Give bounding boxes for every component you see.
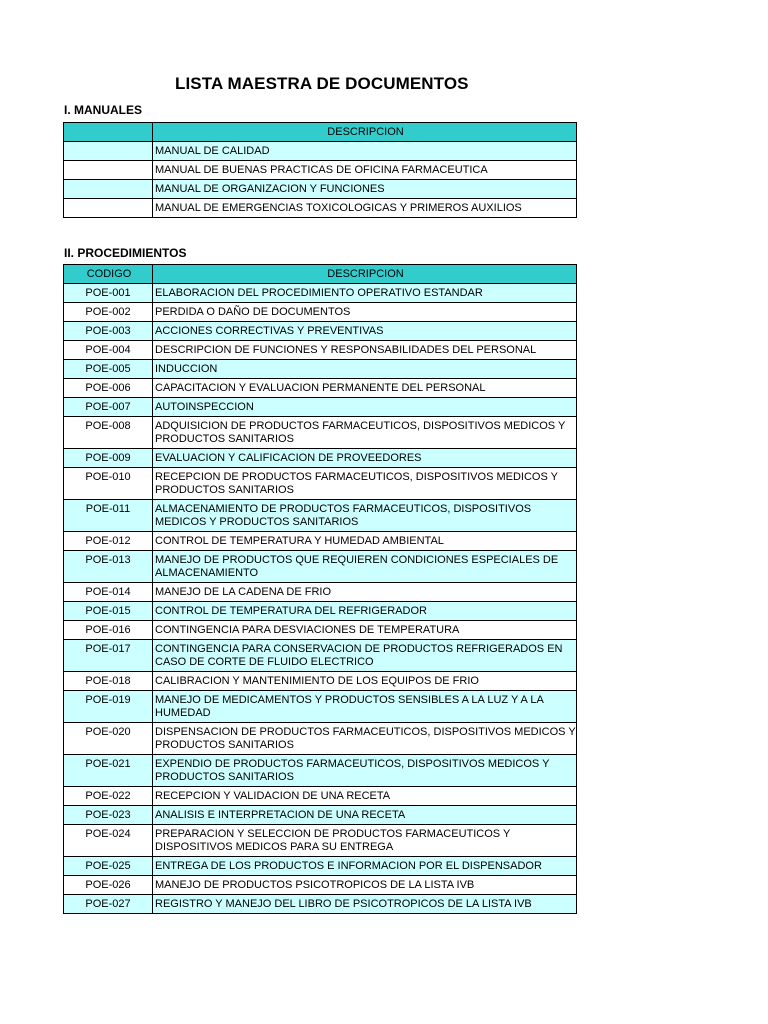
- procedimientos-table: [63, 264, 577, 914]
- table-row: [64, 723, 577, 755]
- document-code: POE-025: [64, 857, 153, 876]
- document-description: CONTINGENCIA PARA DESVIACIONES DE TEMPERATURA: [153, 621, 577, 640]
- document-description: MANEJO DE MEDICAMENTOS Y PRODUCTOS SENSIBLES A LA LUZ Y A LA HUMEDAD: [153, 691, 577, 723]
- table-row: [64, 583, 577, 602]
- document-description: EVALUACION Y CALIFICACION DE PROVEEDORES: [153, 449, 577, 468]
- table-row: [64, 532, 577, 551]
- table-row: [64, 806, 577, 825]
- document-description: CALIBRACION Y MANTENIMIENTO DE LOS EQUIPOS DE FRIO: [153, 672, 577, 691]
- table-row: [64, 180, 577, 199]
- document-code: POE-013: [64, 551, 153, 583]
- document-code: POE-016: [64, 621, 153, 640]
- document-description: MANUAL DE EMERGENCIAS TOXICOLOGICAS Y PRIMEROS AUXILIOS: [153, 199, 577, 218]
- document-code: POE-008: [64, 417, 153, 449]
- table-header-row: [64, 123, 577, 142]
- document-description: MANUAL DE BUENAS PRACTICAS DE OFICINA FARMACEUTICA: [153, 161, 577, 180]
- document-description: AUTOINSPECCION: [153, 398, 577, 417]
- document-code: POE-024: [64, 825, 153, 857]
- manuales-table: [63, 122, 577, 218]
- table-row: [64, 322, 577, 341]
- table-row: [64, 341, 577, 360]
- table-row: [64, 449, 577, 468]
- table-row: [64, 895, 577, 914]
- document-description: ALMACENAMIENTO DE PRODUCTOS FARMACEUTICOS, DISPOSITIVOS MEDICOS Y PRODUCTOS SANITARIOS: [153, 500, 577, 532]
- table-row: [64, 755, 577, 787]
- document-code: POE-011: [64, 500, 153, 532]
- table-row: [64, 468, 577, 500]
- document-description: PERDIDA O DAÑO DE DOCUMENTOS: [153, 303, 577, 322]
- table-row: [64, 602, 577, 621]
- table-row: [64, 876, 577, 895]
- document-code: POE-009: [64, 449, 153, 468]
- document-title: LISTA MAESTRA DE DOCUMENTOS: [175, 74, 469, 93]
- document-code: POE-005: [64, 360, 153, 379]
- document-description: RECEPCION DE PRODUCTOS FARMACEUTICOS, DISPOSITIVOS MEDICOS Y PRODUCTOS SANITARIOS: [153, 468, 577, 500]
- document-code: POE-018: [64, 672, 153, 691]
- table-row: [64, 857, 577, 876]
- document-description: CONTROL DE TEMPERATURA Y HUMEDAD AMBIENTAL: [153, 532, 577, 551]
- document-code: [64, 142, 153, 161]
- document-code: POE-003: [64, 322, 153, 341]
- column-header-code: [64, 123, 153, 142]
- document-code: POE-026: [64, 876, 153, 895]
- table-row: [64, 691, 577, 723]
- table-row: [64, 417, 577, 449]
- table-row: [64, 398, 577, 417]
- document-code: POE-019: [64, 691, 153, 723]
- document-description: MANUAL DE CALIDAD: [153, 142, 577, 161]
- document-description: ANALISIS E INTERPRETACION DE UNA RECETA: [153, 806, 577, 825]
- document-code: POE-022: [64, 787, 153, 806]
- column-header-description: DESCRIPCION: [153, 265, 577, 284]
- document-code: POE-014: [64, 583, 153, 602]
- document-description: MANEJO DE PRODUCTOS QUE REQUIEREN CONDICIONES ESPECIALES DE ALMACENAMIENTO: [153, 551, 577, 583]
- document-code: POE-020: [64, 723, 153, 755]
- document-description: EXPENDIO DE PRODUCTOS FARMACEUTICOS, DISPOSITIVOS MEDICOS Y PRODUCTOS SANITARIOS: [153, 755, 577, 787]
- table-row: [64, 551, 577, 583]
- document-description: PREPARACION Y SELECCION DE PRODUCTOS FARMACEUTICOS Y DISPOSITIVOS MEDICOS PARA SU ENTREGA: [153, 825, 577, 857]
- section-heading-manuales: I. MANUALES: [64, 103, 142, 117]
- document-description: MANUAL DE ORGANIZACION Y FUNCIONES: [153, 180, 577, 199]
- table-row: [64, 640, 577, 672]
- table-row: [64, 360, 577, 379]
- table-row: [64, 500, 577, 532]
- table-row: [64, 284, 577, 303]
- document-code: POE-015: [64, 602, 153, 621]
- section-heading-procedimientos: II. PROCEDIMIENTOS: [64, 246, 187, 260]
- document-description: CAPACITACION Y EVALUACION PERMANENTE DEL PERSONAL: [153, 379, 577, 398]
- document-code: POE-004: [64, 341, 153, 360]
- document-code: POE-010: [64, 468, 153, 500]
- document-code: [64, 161, 153, 180]
- document-code: POE-012: [64, 532, 153, 551]
- document-description: REGISTRO Y MANEJO DEL LIBRO DE PSICOTROPICOS DE LA LISTA IVB: [153, 895, 577, 914]
- document-description: DISPENSACION DE PRODUCTOS FARMACEUTICOS, DISPOSITIVOS MEDICOS Y PRODUCTOS SANITARIOS: [153, 723, 577, 755]
- document-code: POE-021: [64, 755, 153, 787]
- document-code: POE-001: [64, 284, 153, 303]
- table-row: [64, 199, 577, 218]
- column-header-description: DESCRIPCION: [153, 123, 577, 142]
- document-code: POE-006: [64, 379, 153, 398]
- document-description: DESCRIPCION DE FUNCIONES Y RESPONSABILIDADES DEL PERSONAL: [153, 341, 577, 360]
- table-row: [64, 621, 577, 640]
- document-code: POE-023: [64, 806, 153, 825]
- column-header-code: CODIGO: [64, 265, 153, 284]
- table-row: [64, 142, 577, 161]
- document-description: ACCIONES CORRECTIVAS Y PREVENTIVAS: [153, 322, 577, 341]
- document-code: [64, 180, 153, 199]
- document-description: INDUCCION: [153, 360, 577, 379]
- table-header-row: [64, 265, 577, 284]
- table-row: [64, 379, 577, 398]
- document-code: POE-017: [64, 640, 153, 672]
- table-row: [64, 672, 577, 691]
- document-description: MANEJO DE LA CADENA DE FRIO: [153, 583, 577, 602]
- document-description: MANEJO DE PRODUCTOS PSICOTROPICOS DE LA LISTA IVB: [153, 876, 577, 895]
- document-description: CONTROL DE TEMPERATURA DEL REFRIGERADOR: [153, 602, 577, 621]
- document-description: CONTINGENCIA PARA CONSERVACION DE PRODUCTOS REFRIGERADOS EN CASO DE CORTE DE FLUIDO ELECTRICO: [153, 640, 577, 672]
- document-code: POE-007: [64, 398, 153, 417]
- document-code: POE-027: [64, 895, 153, 914]
- document-description: ENTREGA DE LOS PRODUCTOS E INFORMACION POR EL DISPENSADOR: [153, 857, 577, 876]
- document-description: RECEPCION Y VALIDACION DE UNA RECETA: [153, 787, 577, 806]
- document-description: ELABORACION DEL PROCEDIMIENTO OPERATIVO ESTANDAR: [153, 284, 577, 303]
- table-row: [64, 303, 577, 322]
- table-row: [64, 787, 577, 806]
- table-row: [64, 825, 577, 857]
- document-code: POE-002: [64, 303, 153, 322]
- table-row: [64, 161, 577, 180]
- document-code: [64, 199, 153, 218]
- document-description: ADQUISICION DE PRODUCTOS FARMACEUTICOS, DISPOSITIVOS MEDICOS Y PRODUCTOS SANITARIOS: [153, 417, 577, 449]
